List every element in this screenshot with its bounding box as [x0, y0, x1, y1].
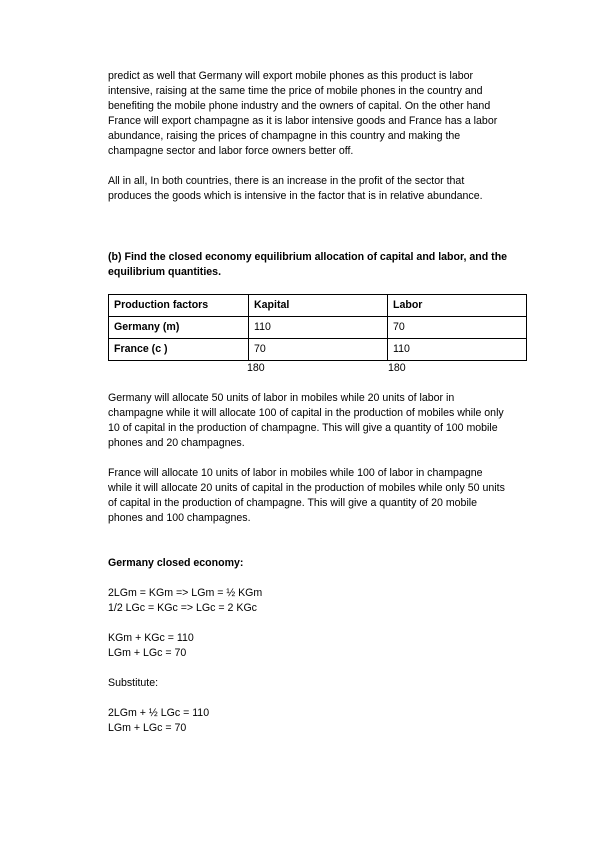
intro-paragraph [108, 69, 528, 159]
text-line: champagne sector and labor force owners better off. [108, 145, 354, 157]
text-line: All in all, In both countries, there is an increase in the profit of the sector that [108, 175, 465, 187]
table-cell: 70 [249, 339, 388, 361]
header-cell: Labor [388, 295, 527, 317]
equation: 2LGm + ½ LGc = 110 [108, 707, 210, 719]
row-label-cell: Germany (m) [109, 317, 249, 339]
france-allocation-paragraph [108, 466, 528, 526]
table-row [109, 339, 527, 361]
text-line: benefiting the mobile phone industry and the owners of capital. On the other hand [108, 100, 491, 112]
table-cell: 70 [388, 317, 527, 339]
text-line: champagne while it will allocate 100 of capital in the production of mobiles while only [108, 407, 504, 419]
text-line: (b) Find the closed economy equilibrium allocation of capital and labor, and the [108, 251, 508, 263]
equations-block [108, 631, 528, 661]
header-cell: Production factors [109, 295, 249, 317]
text-line: 10 of capital in the production of champagne. This will give a quantity of 100 mobile [108, 422, 498, 434]
equation: KGm + KGc = 110 [108, 632, 194, 644]
table-header-row [109, 295, 527, 317]
labor-total: 180 [388, 362, 406, 374]
text-line: France will export champagne as it is labor intensive goods and France has a labor [108, 115, 498, 127]
table-cell: 110 [388, 339, 527, 361]
equation: LGm + LGc = 70 [108, 647, 187, 659]
text-line: while it will allocate 20 units of capital in the production of mobiles while only 50 units [108, 482, 505, 494]
equations-block [108, 586, 528, 616]
text-line: of capital in the production of champagne. This will give a quantity of 20 mobile [108, 497, 478, 509]
equations-block [108, 706, 528, 736]
equation: 2LGm = KGm => LGm = ½ KGm [108, 587, 263, 599]
germany-allocation-paragraph [108, 391, 528, 451]
equation: 1/2 LGc = KGc => LGc = 2 KGc [108, 602, 257, 614]
text-line: produces the goods which is intensive in the factor that is in relative abundance. [108, 190, 483, 202]
table-cell: 110 [249, 317, 388, 339]
text-line: phones and 100 champagnes. [108, 512, 251, 524]
text-line: predict as well that Germany will export mobile phones as this product is labor [108, 70, 474, 82]
row-label-cell: France (c ) [109, 339, 249, 361]
table-row [109, 317, 527, 339]
text-line: France will allocate 10 units of labor in mobiles while 100 of labor in champagne [108, 467, 483, 479]
text-line: equilibrium quantities. [108, 266, 222, 278]
equation: LGm + LGc = 70 [108, 722, 187, 734]
text-line: intensive, raising at the same time the price of mobile phones in the country and [108, 85, 483, 97]
production-factors-table [108, 294, 527, 361]
text-line: Germany will allocate 50 units of labor in mobiles while 20 units of labor in [108, 392, 455, 404]
header-cell: Kapital [249, 295, 388, 317]
substitute-label: Substitute: [108, 677, 159, 689]
document-page [108, 69, 528, 736]
question-b-heading [108, 250, 528, 280]
table-totals [108, 361, 528, 376]
capital-total: 180 [247, 362, 265, 374]
text-line: abundance, raising the prices of champagne in this country and making the [108, 130, 461, 142]
germany-closed-heading: Germany closed economy: [108, 557, 244, 569]
summary-paragraph [108, 174, 528, 204]
text-line: phones and 20 champagnes. [108, 437, 245, 449]
